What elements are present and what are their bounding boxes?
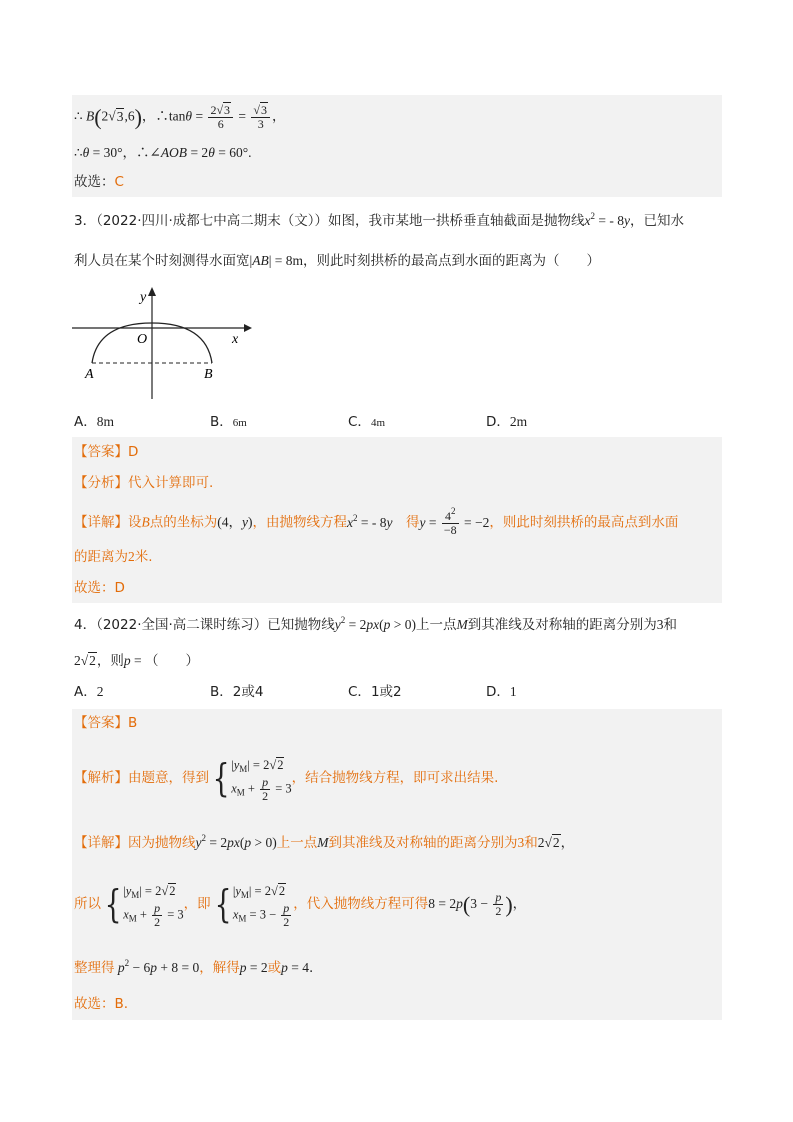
q4-stem-line2: 2√2，则p = （ ） [74,653,200,669]
q4-stem-line1: 4．（2022·全国·高二课时练习）已知抛物线$y^2 = 2px(p > 0)$上一点M到其准线及对称轴的距离分别为3和 [74,615,678,633]
label-x: x [232,332,239,347]
x-axis-arrow [244,324,252,332]
q3-choose: 故选：D [74,580,125,596]
q3-option-c: C．4m [348,414,385,430]
q3-analysis: 【分析】代入计算即可. [74,475,214,491]
q2-answer-line: 故选：C [74,174,124,190]
q4-analysis: 【解析】由题意，得到{ $|y_M| = 2√2$ $x_M$ + $\frac{p}{2}$ = 3 ，结合抛物线方程，即可求出结果. [74,756,499,803]
parabola-bridge-figure [70,285,260,405]
q4-option-a: A．2 [74,684,104,700]
q4-detail-line3: 整理得 $p^2 - 6p + 8 = 0$，解得p = 2或p = 4. [74,958,314,976]
q4-detail-line2: 所以{ $|y_M| = 2√2$ $x_M$ + $\frac{p}{2}$ = 3 ，即{ $|y_M| = 2√2$ $x_M = 3$ − $\frac{p}{2}$ ，代入抛物线方程可得8 = 2p(3 − $\frac{p}{2}$ )， [74,882,527,929]
q3-stem-line1: 3．（2022·四川·成都七中高二期末（文））如图，我市某地一拱桥垂直轴截面是抛物线$x^2$ = - 8y，已知水 [74,211,685,229]
q3-detail-line2: 的距离为2米. [74,549,153,565]
q4-answer: 【答案】B [74,715,138,731]
q3-detail-line1: 【详解】设B点的坐标为(4，y)，由抛物线方程$x^2$ = - 8y 得y = $\frac{4^2}{-8}$ = −2，则此时刻拱桥的最高点到水面 [74,506,679,537]
q2-detail-line2: ∴θ = 30°，∴∠AOB = 2θ = 60°. [74,145,252,160]
q2-detail-line1: ∴ B(2√3,6)，∴tanθ = $\frac{2√3}{6}$ = $\frac{√3}{3}$ ， [74,103,286,131]
q4-choose: 故选：B. [74,996,129,1012]
label-b: B [204,367,213,382]
q3-option-b: B．6m [210,414,247,430]
label-y: y [140,290,147,305]
y-axis-arrow [148,287,156,296]
q4-option-b: B．2或4 [210,684,264,700]
q3-answer: 【答案】D [74,444,139,460]
q3-option-a: A．8m [74,414,115,430]
q3-stem-line2: 利人员在某个时刻测得水面宽|AB| = 8m，则此时刻拱桥的最高点到水面的距离为（ ） [74,253,601,269]
label-a: A [85,367,94,382]
q3-option-d: D．2m [486,414,528,430]
q4-option-c: C．1或2 [348,684,402,700]
label-o: O [137,332,148,347]
q4-option-d: D．1 [486,684,517,700]
q4-detail-line1: 【详解】因为抛物线$y^2 = 2px(p > 0)$上一点M到其准线及对称轴的距离分别为3和2√2， [74,833,575,851]
